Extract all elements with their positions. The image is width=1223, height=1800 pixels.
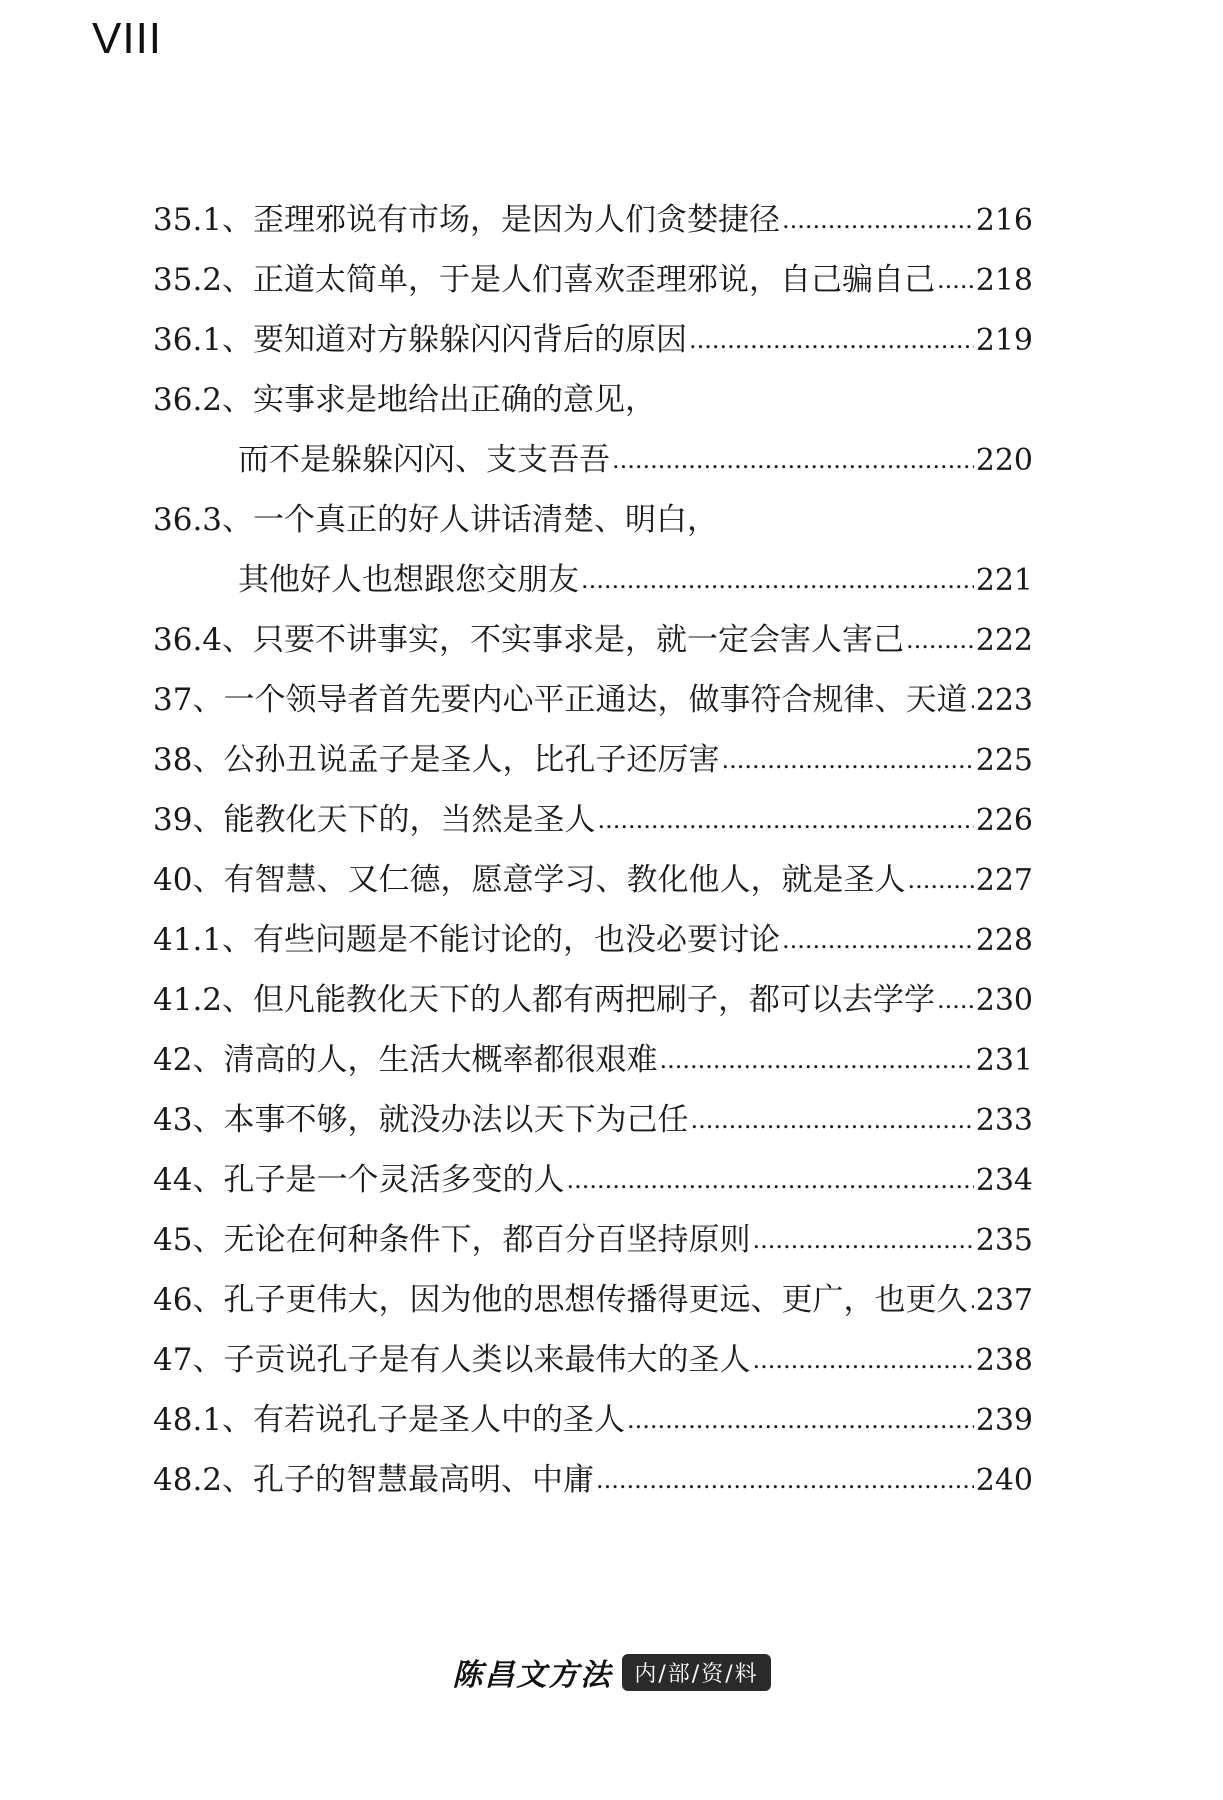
toc-entry-title: 孔子是一个灵活多变的人 <box>223 1162 565 1198</box>
toc-entry-number: 36.1、 <box>153 322 254 358</box>
toc-entry-title: 无论在何种条件下，都百分百坚持原则 <box>223 1222 751 1258</box>
toc-entry-page: 223 <box>975 683 1033 718</box>
table-of-contents <box>153 190 1033 1510</box>
toc-dot-leader <box>566 1148 973 1210</box>
toc-entry-number: 44、 <box>153 1162 224 1198</box>
toc-entry-number: 41.1、 <box>153 922 254 958</box>
toc-dot-leader <box>612 428 974 490</box>
toc-entry-page: 240 <box>975 1463 1033 1498</box>
toc-entry <box>153 850 1033 910</box>
footer-brand: 陈昌文方法 <box>452 1658 613 1693</box>
toc-entry <box>153 970 1033 1030</box>
toc-entry-number: 46、 <box>153 1282 224 1318</box>
toc-dot-leader <box>596 1448 974 1510</box>
toc-entry-number: 45、 <box>153 1222 224 1258</box>
toc-entry-number: 41.2、 <box>153 982 254 1018</box>
toc-entry-title: 能教化天下的，当然是圣人 <box>223 802 596 838</box>
toc-entry-title: 本事不够，就没办法以天下为己任 <box>223 1102 689 1138</box>
toc-entry-page: 234 <box>975 1163 1033 1198</box>
toc-entry-number: 35.1、 <box>153 202 254 238</box>
toc-dot-leader <box>627 1388 974 1450</box>
toc-entry-number: 40、 <box>153 862 224 898</box>
toc-entry-page: 231 <box>975 1043 1033 1078</box>
toc-dot-leader <box>937 248 974 310</box>
toc-entry-number: 38、 <box>153 742 224 778</box>
toc-entry-number: 47、 <box>153 1342 224 1378</box>
toc-dot-leader <box>690 1088 973 1150</box>
toc-entry-title: 孔子更伟大，因为他的思想传播得更远、更广，也更久 <box>223 1282 968 1318</box>
toc-entry-number: 43、 <box>153 1102 224 1138</box>
toc-entry-title: 清高的人，生活大概率都很艰难 <box>223 1042 658 1078</box>
toc-entry-page: 230 <box>975 983 1033 1018</box>
toc-entry-page: 228 <box>975 923 1033 958</box>
toc-entry-title: 而不是躲躲闪闪、支支吾吾 <box>238 442 610 478</box>
toc-entry <box>153 1150 1033 1210</box>
toc-entry-title: 孔子的智慧最高明、中庸 <box>253 1462 595 1498</box>
toc-dot-leader <box>937 968 974 1030</box>
toc-entry-page: 226 <box>975 803 1033 838</box>
footer <box>0 1650 1223 1694</box>
toc-entry-page: 239 <box>975 1403 1033 1438</box>
toc-entry-title: 正道太简单，于是人们喜欢歪理邪说，自己骗自己 <box>253 262 936 298</box>
toc-dot-leader <box>782 908 974 970</box>
toc-entry <box>153 1210 1033 1270</box>
toc-entry-title: 一个真正的好人讲话清楚、明白， <box>253 502 719 538</box>
toc-entry-page: 233 <box>975 1103 1033 1138</box>
toc-entry-title: 有若说孔子是圣人中的圣人 <box>253 1402 626 1438</box>
toc-entry-title: 但凡能教化天下的人都有两把刷子，都可以去学学 <box>253 982 936 1018</box>
toc-dot-leader <box>659 1028 973 1090</box>
toc-entry-title: 子贡说孔子是有人类以来最伟大的圣人 <box>223 1342 751 1378</box>
toc-entry <box>153 430 1033 490</box>
toc-dot-leader <box>752 1328 973 1390</box>
toc-entry-title: 实事求是地给出正确的意见， <box>253 382 657 418</box>
toc-entry <box>153 550 1033 610</box>
toc-entry-page: 218 <box>975 263 1033 298</box>
toc-entry-title: 歪理邪说有市场，是因为人们贪婪捷径 <box>253 202 781 238</box>
toc-entry <box>153 670 1033 730</box>
toc-entry-title: 公孙丑说孟子是圣人，比孔子还厉害 <box>223 742 720 778</box>
toc-dot-leader <box>721 728 973 790</box>
toc-dot-leader <box>969 1268 973 1330</box>
toc-entry-page: 238 <box>975 1343 1033 1378</box>
toc-entry <box>153 730 1033 790</box>
toc-entry <box>153 1030 1033 1090</box>
toc-entry-number: 42、 <box>153 1042 224 1078</box>
toc-entry-title: 一个领导者首先要内心平正通达，做事符合规律、天道 <box>223 682 968 718</box>
toc-entry <box>153 250 1033 310</box>
page-number: VIII <box>92 14 163 63</box>
toc-entry-number: 36.4、 <box>153 622 254 658</box>
toc-entry <box>153 910 1033 970</box>
toc-dot-leader <box>907 848 973 910</box>
toc-entry-title: 其他好人也想跟您交朋友 <box>238 562 579 598</box>
toc-entry-page: 219 <box>975 323 1033 358</box>
toc-dot-leader <box>581 548 974 610</box>
toc-dot-leader <box>969 668 973 730</box>
toc-entry <box>153 1450 1033 1510</box>
toc-entry-title: 有智慧、又仁德，愿意学习、教化他人，就是圣人 <box>223 862 906 898</box>
toc-entry-title: 有些问题是不能讨论的，也没必要讨论 <box>253 922 781 958</box>
toc-dot-leader <box>752 1208 973 1270</box>
toc-dot-leader <box>689 308 974 370</box>
toc-entry <box>153 490 1033 550</box>
toc-entry-number: 48.2、 <box>153 1462 254 1498</box>
toc-entry <box>153 1090 1033 1150</box>
toc-entry <box>153 190 1033 250</box>
toc-entry <box>153 1270 1033 1330</box>
internal-material-badge: 内/部/资/料 <box>622 1654 770 1691</box>
toc-entry-number: 36.2、 <box>153 382 254 418</box>
toc-entry-number: 36.3、 <box>153 502 254 538</box>
toc-entry-page: 222 <box>975 623 1033 658</box>
toc-entry-page: 220 <box>975 443 1033 478</box>
toc-entry <box>153 1390 1033 1450</box>
toc-entry-page: 227 <box>975 863 1033 898</box>
toc-entry <box>153 790 1033 850</box>
toc-entry-page: 237 <box>975 1283 1033 1318</box>
toc-entry-number: 35.2、 <box>153 262 254 298</box>
toc-entry-page: 235 <box>975 1223 1033 1258</box>
toc-entry <box>153 310 1033 370</box>
toc-entry <box>153 370 1033 430</box>
toc-entry-number: 39、 <box>153 802 224 838</box>
toc-entry-number: 48.1、 <box>153 1402 254 1438</box>
toc-dot-leader <box>906 608 974 670</box>
toc-entry-number: 37、 <box>153 682 224 718</box>
toc-entry <box>153 610 1033 670</box>
toc-entry-page: 225 <box>975 743 1033 778</box>
toc-entry <box>153 1330 1033 1390</box>
toc-entry-page: 216 <box>975 203 1033 238</box>
toc-entry-page: 221 <box>975 563 1033 598</box>
toc-dot-leader <box>782 188 974 250</box>
toc-dot-leader <box>597 788 973 850</box>
toc-entry-title: 要知道对方躲躲闪闪背后的原因 <box>253 322 688 358</box>
toc-entry-title: 只要不讲事实，不实事求是，就一定会害人害己 <box>253 622 905 658</box>
